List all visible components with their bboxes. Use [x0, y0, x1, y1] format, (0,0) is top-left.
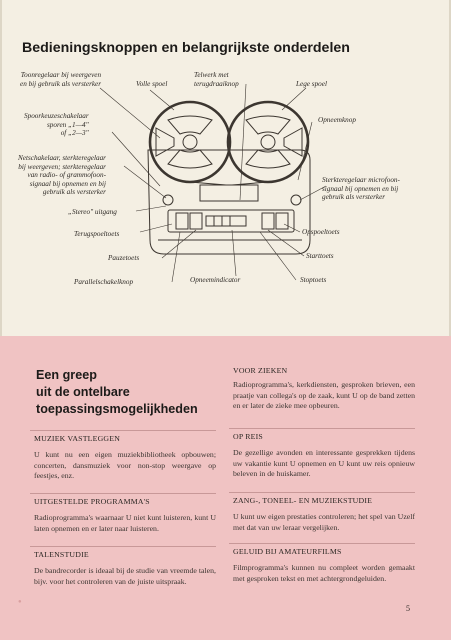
- section-text: De bandrecorder is ideaal bij de studie van vreemde talen, bijv. voor het controleren van de juiste uitspraak.: [34, 566, 216, 586]
- section-divider: [229, 428, 415, 429]
- section-heading: OP REIS: [233, 432, 263, 441]
- section-heading: UITGESTELDE PROGRAMMA'S: [34, 497, 150, 506]
- label-telwerk: Telwerk met terugdraaiknop: [194, 71, 239, 88]
- label-netschakelaar: Netschakelaar, sterkteregelaar bij weergeven; sterkteregelaar van radio- of grammofoon- signaal bij opnemen en bij gebruik als versterker: [18, 154, 106, 197]
- page-number: 5: [406, 604, 410, 613]
- section-divider: [229, 492, 415, 493]
- section-divider: [30, 430, 216, 431]
- section-text: U kunt uw eigen prestaties controleren; het spel van Uzelf met dat van uw leraar vergelijken.: [233, 512, 415, 532]
- section-divider: [229, 543, 415, 544]
- section-divider: [30, 546, 216, 547]
- label-opneemknop: Opneemknop: [318, 116, 356, 124]
- section-divider: [30, 493, 216, 494]
- section-heading: ZANG-, TONEEL- EN MUZIEKSTUDIE: [233, 496, 373, 505]
- label-toonregelaar: Toonregelaar bij weergeven en bij gebruik als versterker: [20, 71, 102, 88]
- section-heading: GELUID BIJ AMATEURFILMS: [233, 547, 342, 556]
- label-stereo-uitgang: „Stereo" uitgang: [68, 208, 117, 216]
- section-text: U kunt nu een eigen muziekbibliotheek opbouwen; concerten, dansmuziek voor non-stop weergave op feestjes, enz.: [34, 450, 216, 481]
- label-opspoeltoets: Opspoeltoets: [302, 228, 340, 236]
- label-lege-spoel: Lege spoel: [296, 80, 327, 88]
- counter-window: [206, 216, 246, 226]
- label-starttoets: Starttoets: [306, 252, 334, 260]
- right-reel: [228, 102, 308, 182]
- label-pauzetoets: Pauzetoets: [108, 254, 140, 262]
- left-reel: [150, 102, 230, 182]
- section-text: De gezellige avonden en interessante gesprekken tijdens uw vakantie kunt U opnemen en U kunt uw reis opnieuw beleven in de huiskamer.: [233, 448, 415, 479]
- label-terugspoeltoets: Terugspoeltoets: [74, 230, 120, 238]
- label-parallelschakelknop: Parallelschakelknop: [74, 278, 134, 286]
- label-spoorkeuze: Spoorkeuzeschakelaar sporen „1—4" of „2—3": [24, 112, 89, 138]
- section-heading: TALENSTUDIE: [34, 550, 89, 559]
- section-heading: VOOR ZIEKEN: [233, 366, 288, 375]
- label-sterkteregelaar-micro: Sterkteregelaar microfoon- signaal bij opnemen en bij gebruik als versterker: [322, 176, 400, 202]
- section-text: Filmprogramma's kunnen nu compleet worden gemaakt met gesproken tekst en met achtergrondgeluiden.: [233, 563, 415, 583]
- applications-headline: Een greep uit de ontelbare toepassingsmogelijkheden: [36, 368, 198, 417]
- label-opneemindicator: Opneemindicator: [190, 276, 241, 284]
- label-stoptoets: Stoptoets: [300, 276, 327, 284]
- page-title: Bedieningsknoppen en belangrijkste onderdelen: [22, 40, 350, 56]
- label-volle-spoel: Volle spoel: [136, 80, 168, 88]
- section-text: Radioprogramma's, kerkdiensten, gesproken brieven, een praatje van collega's op de zaak, kunt U op de band zetten en er later de zieke mee opbeuren.: [233, 380, 415, 411]
- stray-mark: ●: [18, 599, 22, 605]
- section-text: Radioprogramma's waarnaar U niet kunt luisteren, kunt U laten opnemen en er later naar luisteren.: [34, 513, 216, 533]
- section-heading: MUZIEK VASTLEGGEN: [34, 434, 121, 443]
